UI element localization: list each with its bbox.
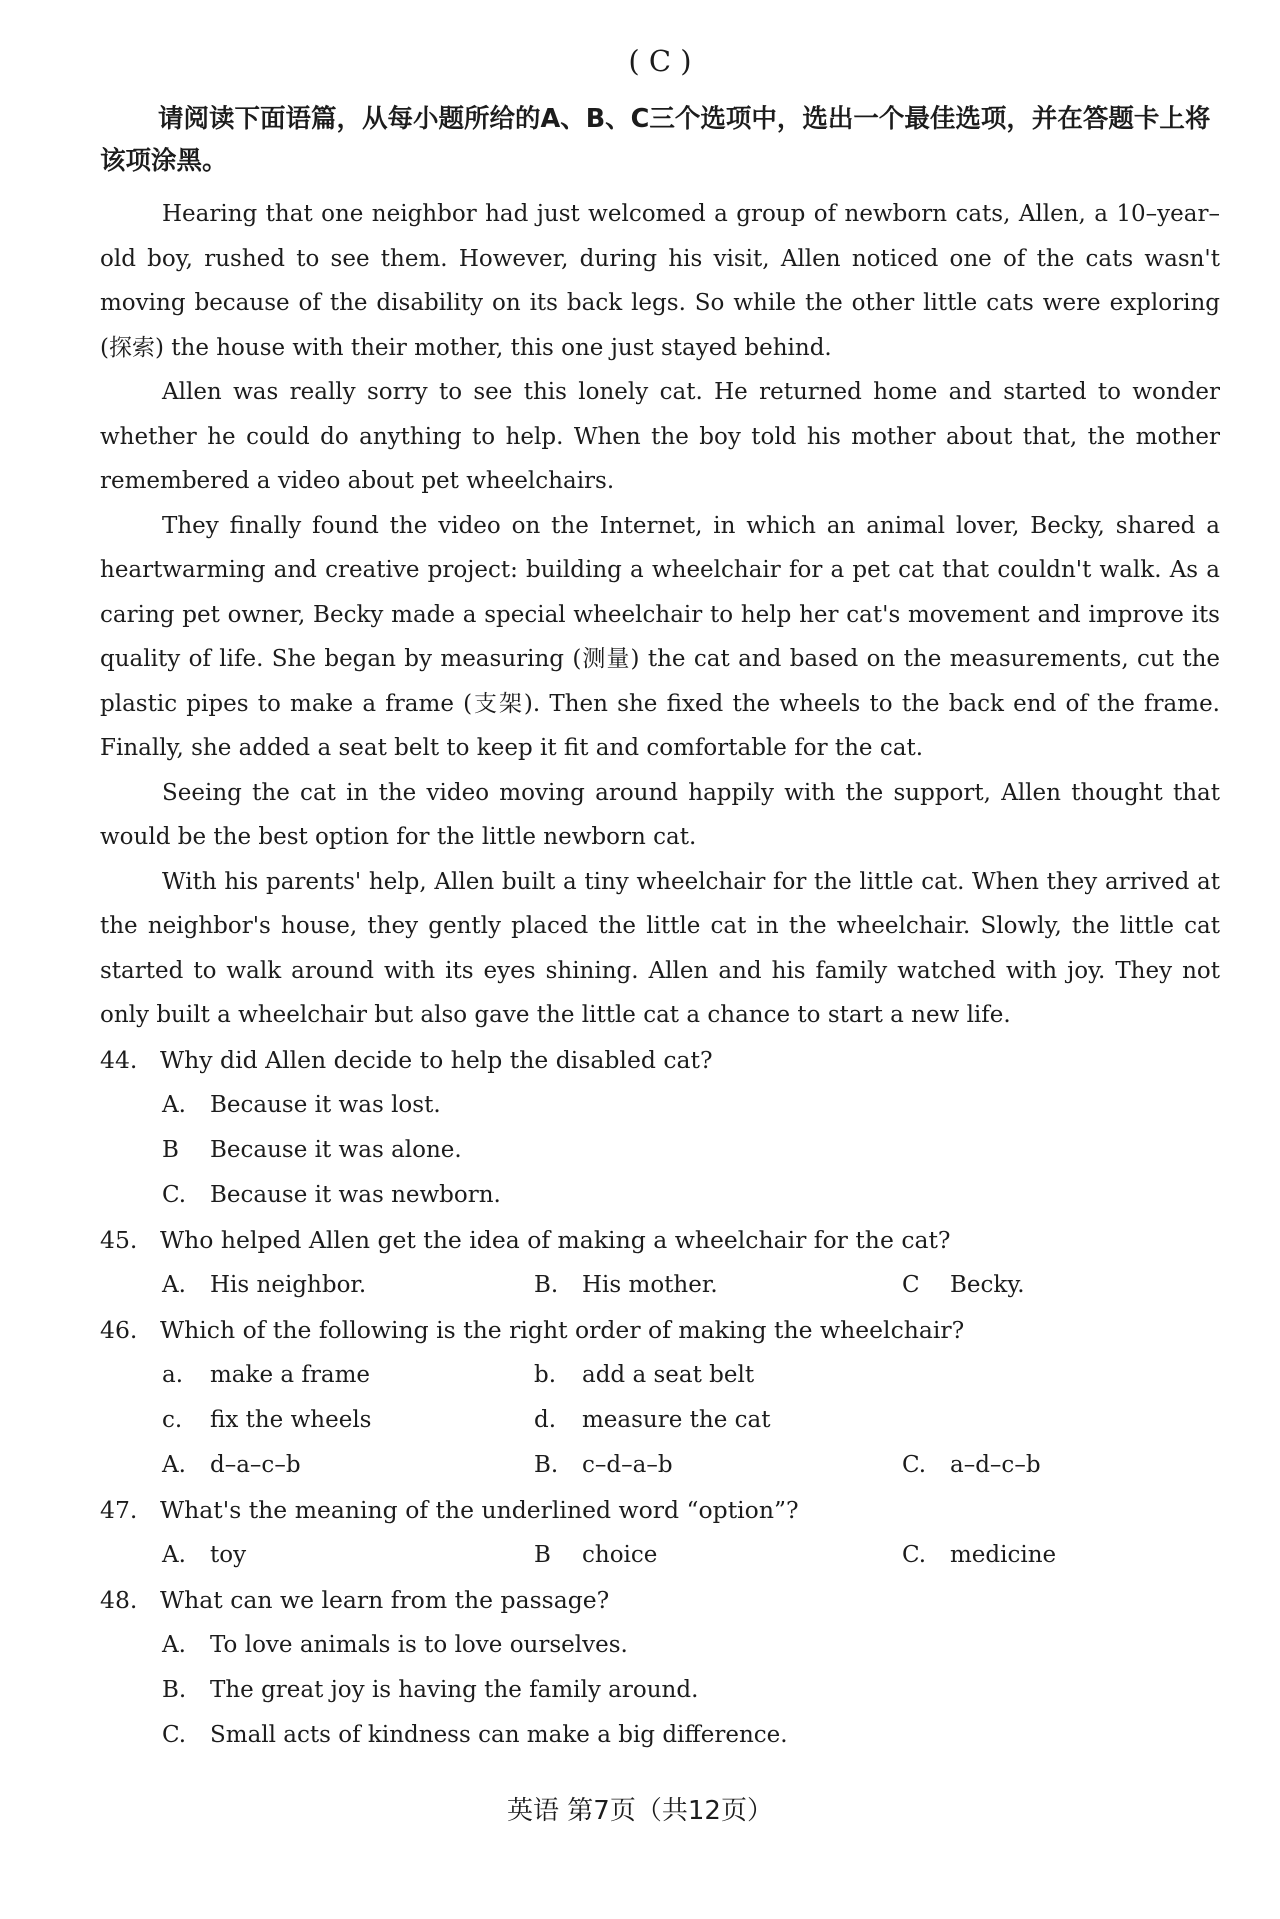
passage-paragraph: They finally found the video on the Internet, in which an animal lover, Becky, shared a heartwarming and creative project: building a wheelchair for a pet cat that couldn't walk. As a caring pet owner, Becky made a special wheelchair to help her cat's movement and improve its quality of life. She began by measuring (测量) the cat and based on the measurements, cut the plastic pipes to make a frame (支架). Then she fixed the wheels to the back end of the frame. Finally, she added a seat belt to keep it fit and comfortable for the cat. [100,512,1220,761]
step-letter: b. [534,1361,557,1388]
step-letter: d. [534,1406,557,1433]
option-c [902,1533,1056,1578]
step-letter: a. [162,1361,184,1388]
option-letter: B. [534,1271,559,1298]
option-text: Small acts of kindness can make a big difference. [210,1721,788,1748]
option-b [534,1263,902,1308]
passage-paragraph: Hearing that one neighbor had just welcomed a group of newborn cats, Allen, a 10–year–old boy, rushed to see them. However, during his visit, Allen noticed one of the cats wasn't moving because of the disability on its back legs. So while the other little cats were exploring (探索) the house with their mother, this one just stayed behind. [100,201,1220,361]
step-text: measure the cat [582,1406,771,1433]
option-letter: B. [534,1451,559,1478]
question-stem: Why did Allen decide to help the disabled cat? [160,1045,713,1074]
question-stem: Which of the following is the right order of making the wheelchair? [160,1315,965,1344]
option-text: a–d–c–b [950,1451,1041,1478]
option-a [162,1623,1220,1668]
option-text: choice [582,1541,658,1568]
option-a [162,1443,534,1488]
passage-paragraph: Seeing the cat in the video moving around happily with the support, Allen thought that would be the best option for the little newborn cat. [100,779,1220,850]
option-a [162,1533,534,1578]
option-letter: B [162,1136,179,1163]
option-text: medicine [950,1541,1057,1568]
step-text: add a seat belt [582,1361,755,1388]
option-text: toy [210,1541,247,1568]
option-letter: A. [162,1451,186,1478]
question-46 [100,1308,1220,1488]
option-text: Because it was alone. [210,1136,462,1163]
option-letter: A. [162,1091,186,1118]
option-b [162,1668,1220,1713]
question-45 [100,1218,1220,1308]
step-d [534,1398,770,1443]
option-text: c–d–a–b [582,1451,673,1478]
section-label: ( C ) [628,44,692,78]
step-text: fix the wheels [210,1406,372,1433]
option-letter: C [902,1271,920,1298]
passage-paragraph: With his parents' help, Allen built a tiny wheelchair for the little cat. When they arrived at the neighbor's house, they gently placed the little cat in the wheelchair. Slowly, the little cat started to walk around with its eyes shining. Allen and his family watched with joy. They not only built a wheelchair but also gave the little cat a chance to start a new life. [100,868,1220,1028]
option-a [162,1263,534,1308]
option-text: His mother. [582,1271,718,1298]
option-b [534,1533,902,1578]
instruction-text: 请阅读下面语篇，从每小题所给的A、B、C三个选项中，选出一个最佳选项，并在答题卡上将该项涂黑。 [100,104,1211,176]
question-number: 47. [100,1495,138,1524]
option-c [162,1173,1220,1218]
option-c [162,1713,1220,1758]
question-44 [100,1038,1220,1218]
passage-paragraph: Allen was really sorry to see this lonely cat. He returned home and started to wonder whether he could do anything to help. When the boy told his mother about that, the mother remembered a video about pet wheelchairs. [100,379,1220,494]
option-letter: B [534,1541,551,1568]
option-text: d–a–c–b [210,1451,301,1478]
option-letter: C. [902,1451,927,1478]
reading-passage [100,192,1220,1038]
option-letter: C. [902,1541,927,1568]
option-letter: A. [162,1541,186,1568]
option-a [162,1083,1220,1128]
step-b [534,1353,754,1398]
option-letter: A. [162,1271,186,1298]
option-c [902,1443,1041,1488]
option-letter: B. [162,1676,187,1703]
question-number: 46. [100,1315,138,1344]
option-text: Because it was newborn. [210,1181,501,1208]
step-c [162,1398,534,1443]
step-letter: c. [162,1406,183,1433]
question-stem: Who helped Allen get the idea of making a wheelchair for the cat? [160,1225,951,1254]
option-letter: C. [162,1721,187,1748]
question-number: 48. [100,1585,138,1614]
option-text: To love animals is to love ourselves. [210,1631,628,1658]
question-48 [100,1578,1220,1758]
option-text: His neighbor. [210,1271,367,1298]
question-stem: What's the meaning of the underlined word “option”? [160,1495,799,1524]
question-stem: What can we learn from the passage? [160,1585,610,1614]
option-b [534,1443,902,1488]
option-c [902,1263,1025,1308]
question-number: 45. [100,1225,138,1254]
option-text: Because it was lost. [210,1091,441,1118]
question-number: 44. [100,1045,138,1074]
option-letter: A. [162,1631,186,1658]
question-47 [100,1488,1220,1578]
step-a [162,1353,534,1398]
step-text: make a frame [210,1361,371,1388]
option-b [162,1128,1220,1173]
option-text: Becky. [950,1271,1025,1298]
option-text: The great joy is having the family around. [210,1676,699,1703]
option-letter: C. [162,1181,187,1208]
page-footer: 英语 第7页（共12页） [507,1796,773,1826]
